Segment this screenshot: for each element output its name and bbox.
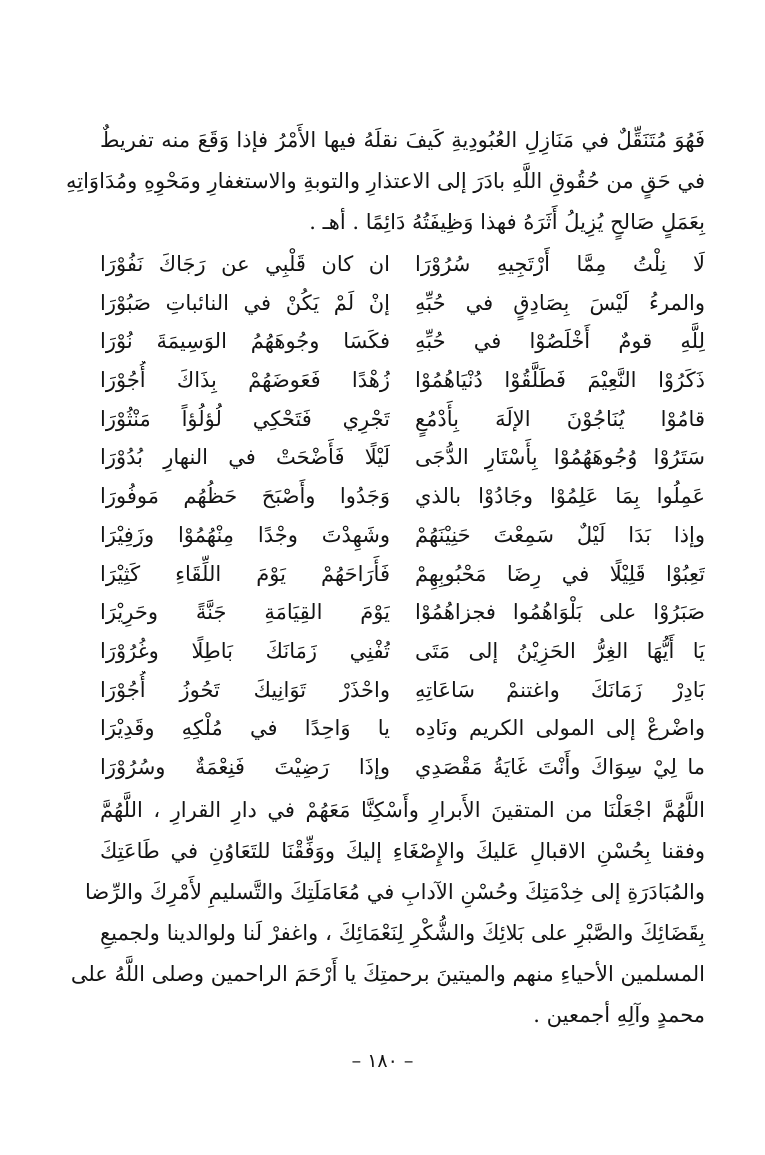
prose-line: المسلمين الأحياءِ منهم والميتينَ برحمتِكَ يا أَرْحَمَ الراحمين وصلى اللَّهُ على: [70, 962, 705, 986]
poem-hemistich-first: ما لِيْ سِوَاكَ وأَنْتَ غَايَةُ مَقْصَدِي: [415, 754, 705, 779]
poem-hemistich-second: تُفْنِي زَمَانَكَ بَاطِلًا وغُرُوْرَا: [100, 638, 390, 663]
poem-verse: [100, 438, 705, 477]
poem-verse: [100, 671, 705, 710]
poem-verse: [100, 632, 705, 671]
poem-verse: [100, 361, 705, 400]
prose-line: فَهُوَ مُتَنَقِّلٌ في مَنَازِلِ العُبُودِيةِ كَيفَ نقلَهُ فيها الأَمْرُ فإذا وَقَعَ منه تفريطٌ: [100, 128, 705, 152]
poem-hemistich-second: زُهْدًا فَعَوضَهُمْ بِذَاكَ أُجُوْرَا: [100, 368, 390, 393]
poem-hemistich-first: صَبَرُوْا على بَلْوَاهُمُوا فجزاهُمُوْا: [415, 600, 705, 625]
prose-line: بِعَمَلٍ صَالحٍ يُزِيلُ أَثَرَهُ فهذا وَظِيفَتُهُ دَائِمًا . أهـ .: [309, 210, 705, 234]
poem-hemistich-second: يا وَاحِدًا في مُلْكِهِ وقَدِيْرَا: [100, 716, 390, 741]
poem-hemistich-first: بَادِرْ زَمَانَكَ واغتنمْ سَاعَاتِهِ: [415, 677, 705, 702]
prose-line: في حَقٍ من حُقُوقِ اللَّهِ بادَرَ إلى الاعتذارِ والتوبةِ والاستغفارِ ومَحْوِهِ ومُدَاوَاتِهِ: [65, 169, 705, 193]
poem-verse: [100, 516, 705, 555]
poem-verse: [100, 477, 705, 516]
poem-verse: [100, 245, 705, 284]
poem-hemistich-second: واحْذَرْ تَوَانِيكَ تَحُوزُ أُجُوْرَا: [100, 677, 390, 702]
prose-line: بِقَضَائِكَ والصَّبْرِ على بَلائِكَ والشُّكْرِ لِنَعْمَائِكَ ، واغفرْ لَنا ولوالدينا ولجميعِ: [100, 921, 705, 945]
poem-hemistich-second: ان كان قَلْبِي عن رَجَاكَ نَفُوْرَا: [100, 252, 390, 276]
poem-hemistich-second: وَجَدُوا وأَصْبَحَ حَظُهُم مَوفُورَا: [100, 484, 390, 509]
poem-hemistich-second: إنْ لَمْ يَكُنْ في النائباتِ صَبُوْرَا: [100, 290, 390, 315]
prose-line: اللَّهُمَّ اجْعَلْنَا من المتقينَ الأَبرارِ وأَسْكِنَّا مَعَهُمْ في دارِ القرارِ ، اللَّهُمَّ: [100, 798, 705, 822]
poem-verse: [100, 555, 705, 594]
poem-hemistich-first: لِلَّهِ قومٌ أَخْلَصُوْا في حُبِّهِ: [415, 329, 705, 354]
poem-hemistich-second: وشَهِدْتَ وجْدًا مِنْهُمُوْا وزَفِيْرَا: [100, 522, 390, 547]
poem-verse: [100, 593, 705, 632]
poem-verse: [100, 284, 705, 323]
poem-hemistich-second: فكَسَا وجُوهَهُمُ الوَسِيمَةَ نُوْرَا: [100, 329, 390, 354]
poem-hemistich-second: وإذَا رَضِيْتَ فَنِعْمَةٌ وسُرُوْرَا: [100, 754, 390, 779]
poem-verse: [100, 400, 705, 439]
poem-hemistich-first: وإذا بَدَا لَيْلٌ سَمِعْتَ حَنِيْنَهُمْ: [415, 522, 705, 547]
poem-verse: [100, 709, 705, 748]
poem-hemistich-first: سَتَرُوْا وُجُوهَهُمُوْا بِأَسْتَارِ الدُّجَى: [415, 445, 705, 470]
prose-line: محمدٍ وآلِهِ أجمعين .: [533, 1003, 705, 1027]
poem-hemistich-second: تَجْرِي فَتَحْكِي لُؤلُؤاً مَنْثُوْرَا: [100, 406, 390, 431]
poem-hemistich-first: والمرءُ لَيْسَ بِصَادِقٍ في حُبِّهِ: [415, 290, 705, 315]
poem-verse: [100, 322, 705, 361]
poem-hemistich-first: لَا نِلْتُ مِمَّا أَرْتَجِيهِ سُرُوْرَا: [415, 252, 705, 276]
poem-hemistich-second: لَيْلًا فَأَضْحَتْ في النهارِ بُدُوْرَا: [100, 445, 390, 470]
page-number: – ١٨٠ –: [351, 1050, 414, 1072]
poem-hemistich-second: يَوْمَ القِيَامَةِ جَنَّةً وحَرِيْرَا: [100, 600, 390, 625]
poem-hemistich-first: قامُوْا يُنَاجُوْنَ الإلَهَ بِأَدْمُعٍ: [415, 406, 705, 431]
poem-hemistich-first: واضْرعْ إلى المولى الكريم ونَادِه: [415, 716, 705, 741]
poem-verse: [100, 748, 705, 787]
poem-hemistich-second: فَأَرَاحَهُمْ يَوْمَ اللِّقَاءِ كَثِيْرَا: [100, 561, 390, 586]
poem-hemistich-first: تَعِبُوْا قَلِيْلًا في رِضَا مَحْبُوبِهِمْ: [415, 561, 705, 586]
poem: [100, 245, 705, 787]
poem-hemistich-first: يَا أَيُّهَا الغِرُّ الحَزِيْنُ إلى مَتَى: [415, 638, 705, 663]
prose-line: وفقنا بِحُسْنِ الاقبالِ عَليكَ والإِصْغَاءِ إليكَ ووَفِّقْنَا للتَعَاوُنِ في طَاعَتِكَ: [100, 839, 705, 863]
poem-hemistich-first: عَمِلُوا بِمَا عَلِمُوْا وجَادُوْا بالذي: [415, 484, 705, 509]
prose-line: والمُبَادَرَةِ إلى خِدْمَتِكَ وحُسْنِ الآدابِ في مُعَامَلَتِكَ والتَّسليمِ لأَمْرِكَ والرِّضا: [84, 880, 705, 904]
poem-hemistich-first: ذَكَرُوْا النَّعِيْمَ فَطَلَّقُوْا دُنْيَاهُمُوْا: [415, 368, 705, 393]
